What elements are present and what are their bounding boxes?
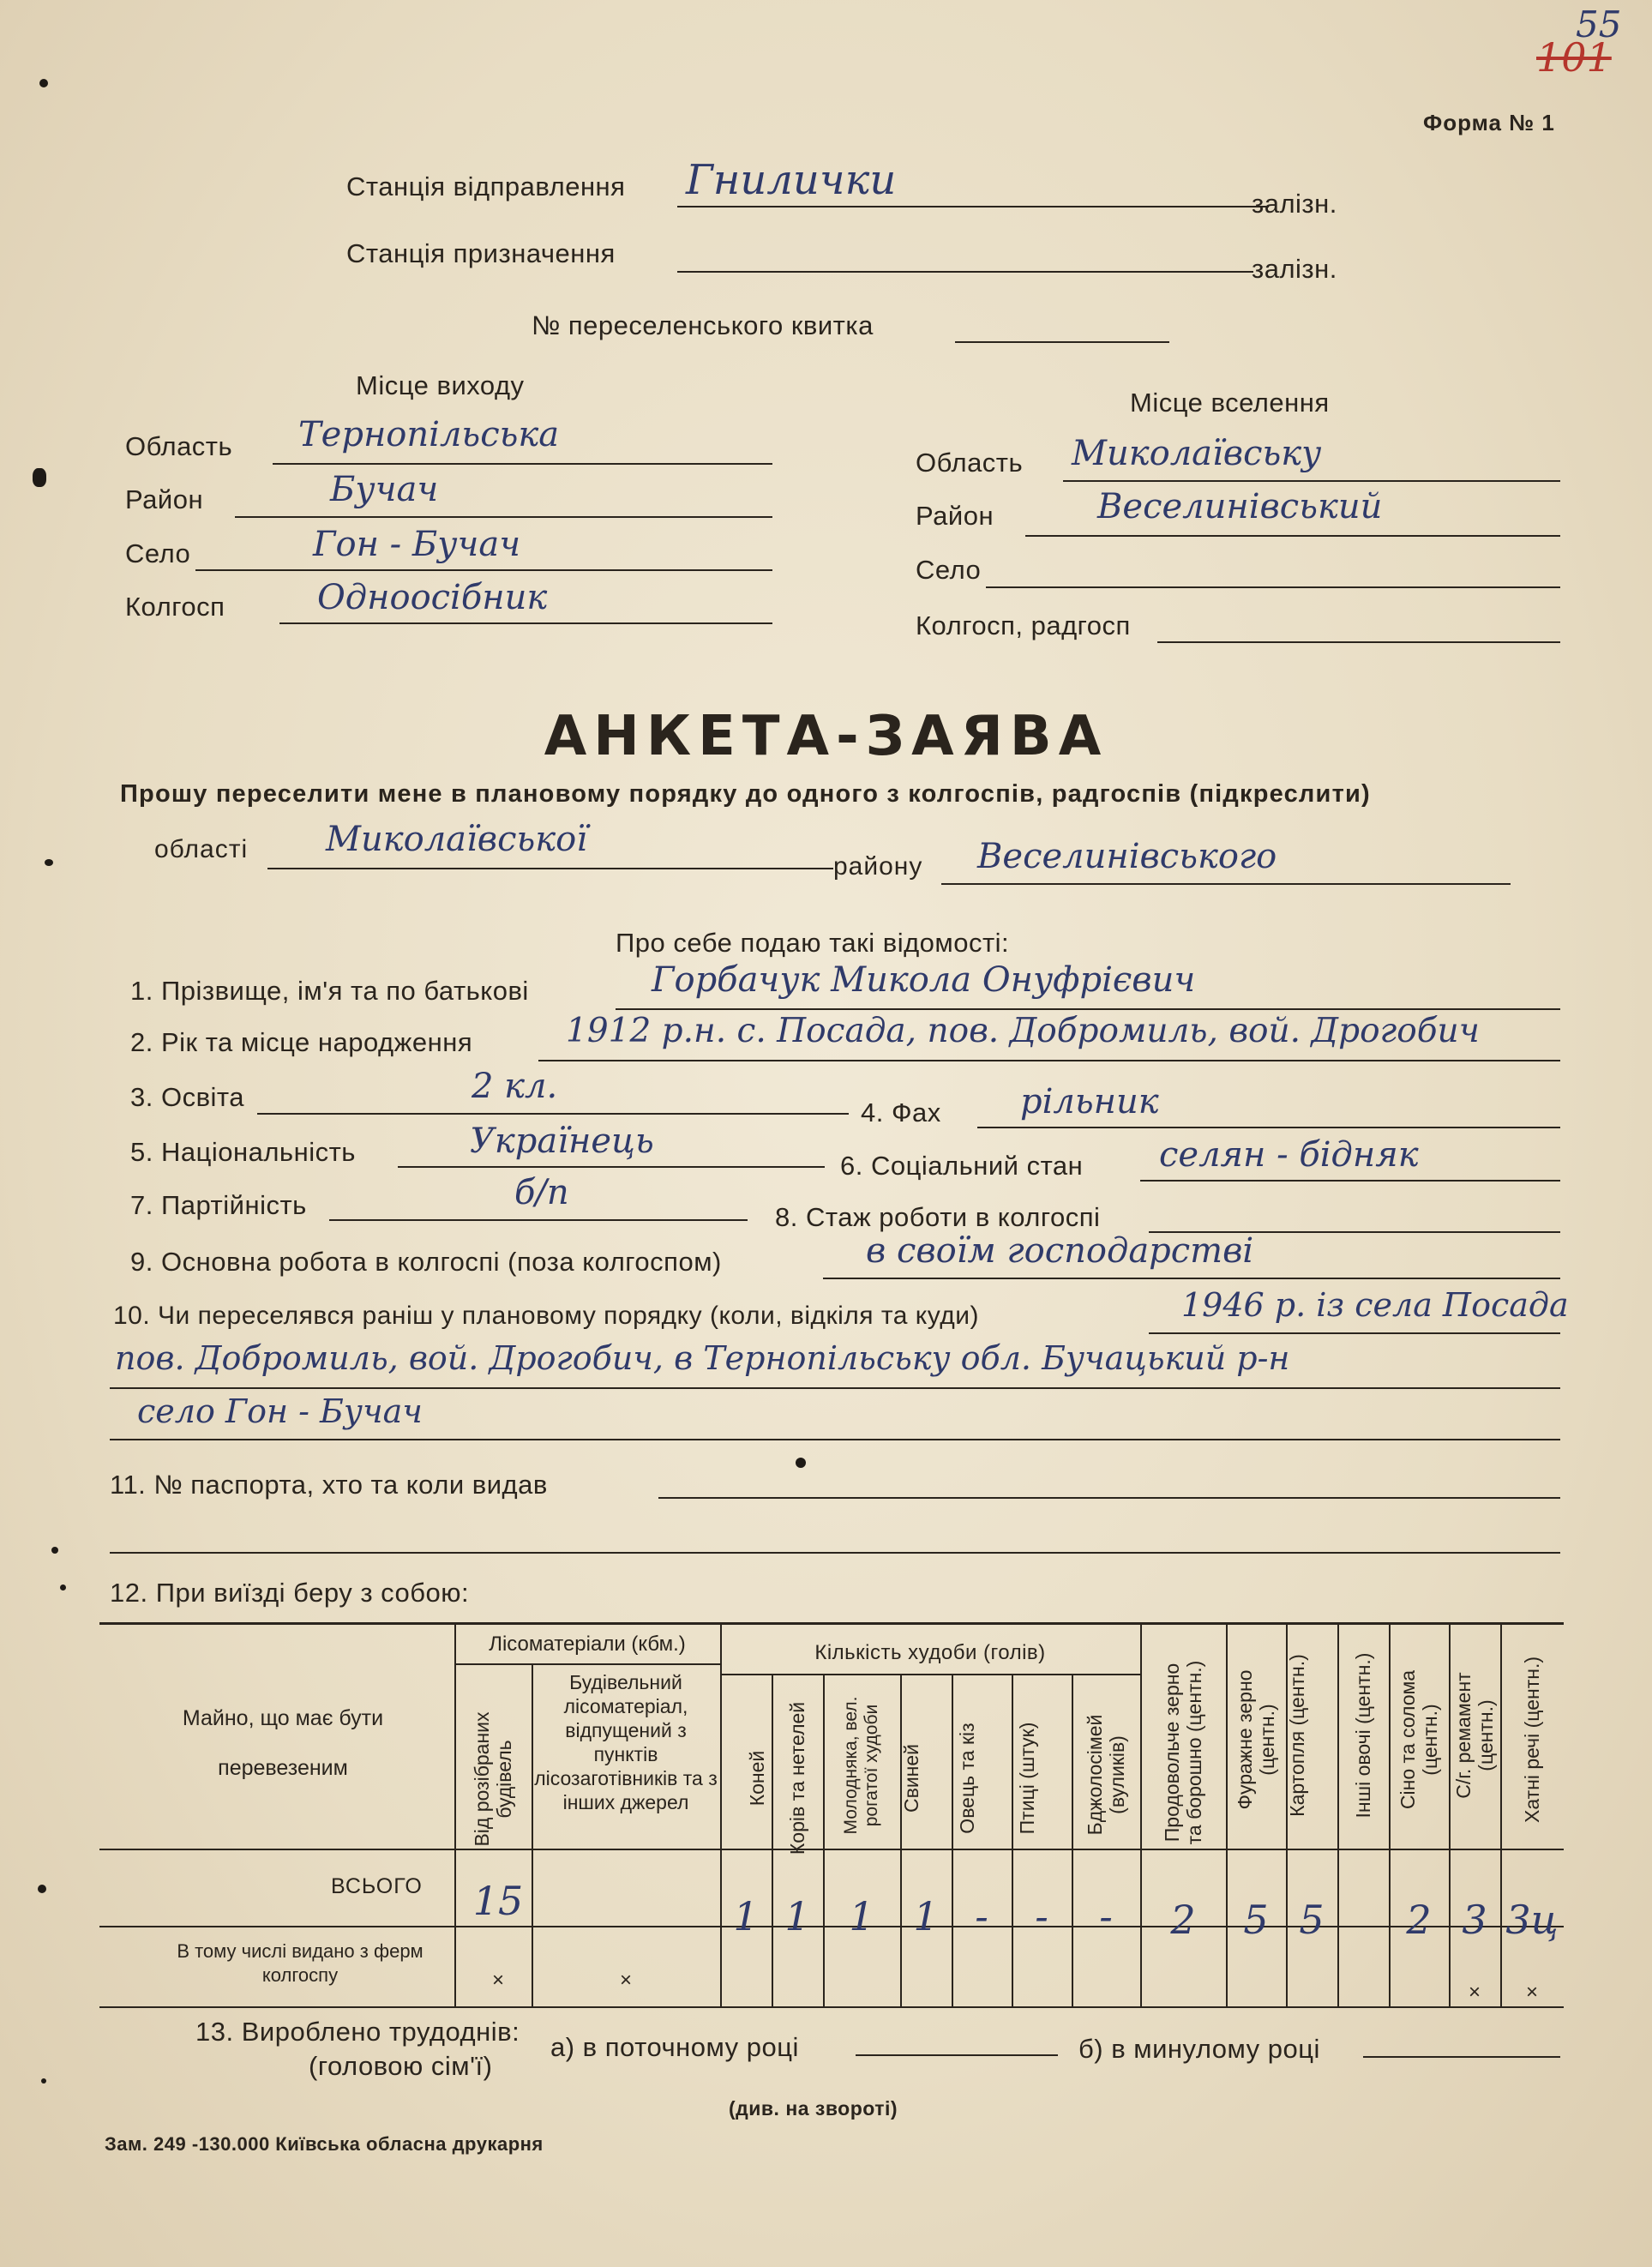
q5-value: Українець: [470, 1121, 654, 1161]
destination-oblast-value: Миколаївську: [1072, 434, 1322, 473]
request-raion-label: району: [833, 852, 923, 881]
ticket-label: № переселенського квитка: [532, 310, 874, 340]
q3-line: [257, 1113, 849, 1115]
total-cell: -: [1099, 1893, 1113, 1939]
timber-group-header: Лісоматеріали (кбм.): [489, 1633, 686, 1656]
total-cell: 1: [733, 1893, 759, 1939]
ink-speck: [45, 859, 53, 866]
livestock-group-rule: [720, 1674, 1140, 1675]
q6-value: селян - бідняк: [1159, 1135, 1419, 1175]
q13-b-label: б) в минулому році: [1078, 2034, 1320, 2064]
issued-cell: ×: [619, 1969, 632, 1992]
q9-value: в своїм господарстві: [866, 1231, 1254, 1271]
ink-dot: [796, 1458, 806, 1468]
q12-label: 12. При виїзді беру з собою:: [110, 1578, 470, 1608]
q6-line: [1140, 1180, 1560, 1182]
intro-text: Про себе подаю такі відомості:: [616, 928, 1010, 958]
q4-line: [977, 1127, 1560, 1128]
q13-a-line: [856, 2054, 1058, 2056]
origin-selo-value: Гон - Бучач: [313, 525, 521, 564]
rail-suffix-1: залізн.: [1252, 189, 1337, 219]
request-raion-line: [941, 883, 1511, 885]
q1-label: 1. Прізвище, ім'я та по батькові: [130, 976, 529, 1006]
ink-speck: [51, 1547, 58, 1554]
q6-label: 6. Соціальний стан: [840, 1151, 1084, 1181]
issued-cell: ×: [491, 1969, 504, 1992]
col-header-vegetables: Інші овочі (центн.): [1351, 1652, 1374, 1819]
origin-selo-line: [195, 569, 772, 571]
destination-oblast-line: [1063, 480, 1560, 482]
destination-raion-value: Веселинівський: [1097, 487, 1383, 526]
origin-title: Місце виходу: [356, 370, 525, 400]
col-header-bees: Бджолосімей (вуликів): [1083, 1714, 1128, 1836]
departure-station-label: Станція відправлення: [346, 171, 626, 201]
q10-line3-rule: [110, 1439, 1560, 1440]
total-cell: 1: [849, 1893, 874, 1939]
col-header-fodder: Фуражне зерно (центн.): [1233, 1669, 1278, 1810]
total-cell: 15: [472, 1878, 524, 1924]
col-header-pigs: Свиней: [900, 1743, 922, 1813]
q5-line: [398, 1166, 825, 1168]
ink-speck: [41, 2078, 46, 2084]
old-archive-number: 101: [1536, 34, 1612, 81]
departure-station-line: [677, 206, 1269, 207]
col-header-grain: Продовольче зерно та борошно (центн.): [1160, 1660, 1205, 1845]
ink-speck: [38, 1885, 46, 1893]
q7-label: 7. Партійність: [130, 1190, 307, 1220]
total-cell: -: [1035, 1893, 1048, 1939]
destination-title: Місце вселення: [1130, 388, 1330, 418]
origin-selo-label: Село: [125, 538, 191, 568]
q10-line3: село Гон - Бучач: [137, 1392, 423, 1430]
destination-raion-line: [1025, 535, 1560, 537]
issued-cell: ×: [1468, 1981, 1481, 2004]
q2-value: 1912 р.н. с. Посада, пов. Добромиль, вой. Дрогобич: [566, 1012, 1480, 1050]
q10-label: 10. Чи переселявся раніш у плановому порядку (коли, відкіля та куди): [113, 1302, 980, 1330]
q10-line2-rule: [110, 1387, 1560, 1389]
col-header-horses: Коней: [746, 1750, 768, 1807]
q13-label: 13. Вироблено трудоднів:: [195, 2017, 520, 2047]
col-header-cows: Корів та нетелей: [785, 1701, 808, 1855]
q8-label: 8. Стаж роботи в колгоспі: [775, 1202, 1101, 1232]
destination-selo-label: Село: [916, 555, 982, 585]
q13-a-label: а) в поточному році: [550, 2032, 799, 2062]
q1-line: [616, 1008, 1560, 1010]
q9-label: 9. Основна робота в колгоспі (поза колгоспом): [130, 1247, 722, 1277]
property-header: Майно, що має бути перевезеним: [182, 1706, 384, 1780]
q5-label: 5. Національність: [130, 1137, 356, 1167]
departure-station-value: Гнилички: [686, 156, 897, 204]
ink-speck: [33, 468, 46, 487]
see-reverse-note: (див. на звороті): [729, 2097, 898, 2120]
col-header-potatoes: Картопля (центн.): [1286, 1654, 1308, 1817]
q13-b-line: [1363, 2056, 1560, 2058]
q4-label: 4. Фах: [861, 1097, 941, 1127]
table-bottom: [99, 2006, 1564, 2008]
q3-value: 2 кл.: [472, 1067, 558, 1106]
destination-kolhosp-label: Колгосп, радгосп: [916, 610, 1131, 640]
total-cell: 1: [784, 1893, 810, 1939]
total-cell: 1: [913, 1893, 939, 1939]
rail-suffix-2: залізн.: [1252, 254, 1337, 284]
total-cell: 3ц: [1505, 1897, 1559, 1943]
col-header-timber: Будівельний лісоматеріал, відпущений з пунктів лісозаготівників та з інших джерел: [534, 1671, 718, 1814]
col-header-poultry: Птиці (штук): [1016, 1722, 1038, 1835]
col-header-household: Хатні речі (центн.): [1520, 1656, 1543, 1824]
q9-line: [823, 1278, 1560, 1279]
col-header-young-cattle: Молодняка, вел. рогатої худоби: [840, 1696, 881, 1835]
request-text: Прошу переселити мене в плановому порядку до одного з колгоспів, радгоспів (підкреслити): [120, 780, 1371, 808]
q13-sub-label: (головою сім'ї): [309, 2051, 493, 2081]
total-cell: -: [975, 1893, 988, 1939]
origin-raion-line: [235, 516, 772, 518]
issued-row-label: В тому числі видано з ферм колгоспу: [177, 1940, 424, 1986]
total-cell: 5: [1299, 1897, 1325, 1943]
col-header-equipment: С/г. ремамент (центн.): [1451, 1672, 1497, 1799]
total-row-label: ВСЬОГО: [331, 1874, 423, 1898]
request-oblast-value: Миколаївської: [326, 820, 588, 859]
table-col-line: [720, 1622, 722, 2006]
q7-line: [329, 1219, 748, 1221]
livestock-group-header: Кількість худоби (голів): [814, 1641, 1046, 1664]
col-header-dismantled: Від розібраних будівель: [470, 1711, 515, 1847]
archive-number: 55: [1576, 3, 1622, 45]
form-title: АНКЕТА-ЗАЯВА: [544, 705, 1108, 768]
total-cell: 2: [1406, 1897, 1432, 1943]
q10-line1: 1946 р. із села Посада: [1181, 1286, 1569, 1324]
request-oblast-line: [267, 868, 833, 869]
origin-kolhosp-line: [279, 622, 772, 624]
origin-oblast-line: [273, 463, 772, 465]
q11-line: [658, 1497, 1560, 1499]
q2-label: 2. Рік та місце народження: [130, 1027, 473, 1057]
q1-value: Горбачук Микола Онуфрієвич: [652, 960, 1196, 1000]
col-header-sheep: Овець та кіз: [956, 1723, 978, 1834]
ink-speck: [60, 1584, 66, 1591]
printer-imprint: Зам. 249 -130.000 Київська обласна друкарня: [105, 2133, 544, 2155]
table-col-line: [1012, 1674, 1013, 2006]
origin-raion-value: Бучач: [330, 470, 439, 509]
total-cell: 2: [1170, 1897, 1196, 1943]
origin-oblast-value: Тернопільська: [298, 415, 560, 454]
total-cell: 5: [1243, 1897, 1269, 1943]
q10-line2: пов. Добромиль, вой. Дрогобич, в Тернопільську обл. Бучацький р-н: [115, 1339, 1290, 1377]
q7-value: б/п: [514, 1173, 569, 1212]
origin-oblast-label: Область: [125, 431, 233, 461]
ink-speck: [39, 79, 48, 87]
destination-kolhosp-line: [1157, 641, 1560, 643]
origin-raion-label: Район: [125, 484, 204, 514]
q3-label: 3. Освіта: [130, 1082, 245, 1112]
origin-kolhosp-label: Колгосп: [125, 592, 225, 622]
request-raion-value: Веселинівського: [977, 837, 1277, 876]
destination-selo-line: [986, 586, 1560, 588]
destination-raion-label: Район: [916, 501, 994, 531]
q2-line: [538, 1060, 1560, 1061]
table-col-line: [952, 1674, 953, 2006]
q11-extra-line: [110, 1552, 1560, 1554]
destination-station-line: [677, 271, 1253, 273]
q11-label: 11. № паспорта, хто та коли видав: [110, 1470, 548, 1500]
col-header-hay: Сіно та солома (центн.): [1396, 1669, 1441, 1810]
destination-station-label: Станція призначення: [346, 238, 616, 268]
destination-oblast-label: Область: [916, 448, 1024, 478]
request-oblast-label: області: [154, 835, 249, 863]
table-top-rule: [99, 1622, 1564, 1625]
form-label: Форма № 1: [1423, 110, 1555, 135]
issued-cell: ×: [1525, 1981, 1538, 2004]
timber-group-rule: [454, 1663, 720, 1665]
ticket-line: [955, 341, 1169, 343]
total-cell: 3: [1462, 1897, 1487, 1943]
origin-kolhosp-value: Одноосібник: [317, 578, 548, 617]
q10-line1-rule: [1149, 1332, 1560, 1334]
q4-value: рільник: [1020, 1082, 1159, 1121]
